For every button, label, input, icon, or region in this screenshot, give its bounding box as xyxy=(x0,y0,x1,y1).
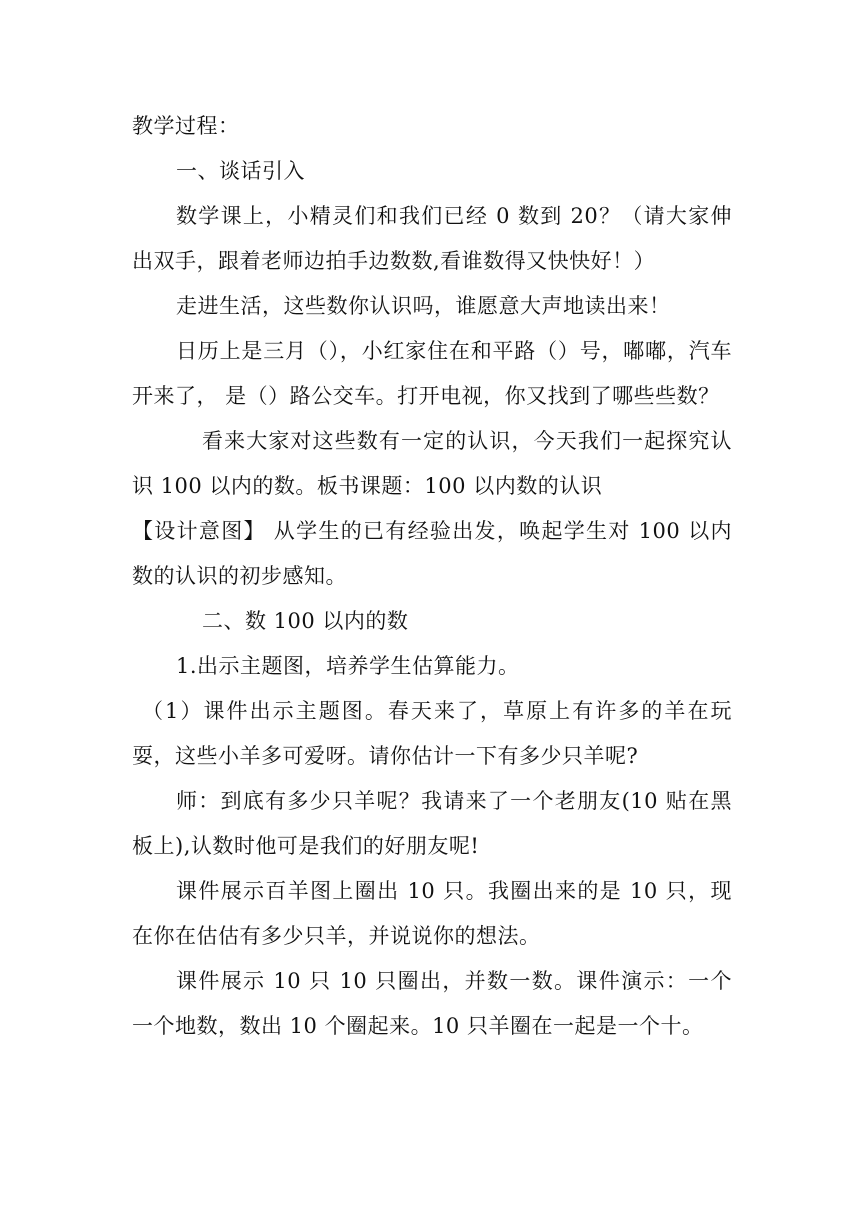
document-body xyxy=(132,104,732,1049)
heading: 教学过程： xyxy=(132,114,240,138)
paragraph-4: 看来大家对这些数有一定的认识，今天我们一起探究认识 100 以内的数。板书课题：100 以内数的认识 xyxy=(132,429,732,498)
section-title-1: 一、谈话引入 xyxy=(176,159,305,183)
paragraph-1: 数学课上，小精灵们和我们已经 0 数到 20？（请大家伸出双手，跟着老师边拍手边数数,看谁数得又快快好！） xyxy=(132,204,732,273)
paragraph-7: 课件展示百羊图上圈出 10 只。我圈出来的是 10 只，现在你在估估有多少只羊，并说说你的想法。 xyxy=(132,879,732,948)
paragraph-3: 日历上是三月（），小红家住在和平路（）号，嘟嘟，汽车开来了， 是（）路公交车。打开电视，你又找到了哪些些数？ xyxy=(132,339,732,408)
section-title-2: 二、数 100 以内的数 xyxy=(202,609,409,633)
list-item-1: 1.出示主题图，培养学生估算能力。 xyxy=(176,654,520,678)
paragraph-2: 走进生活，这些数你认识吗，谁愿意大声地读出来！ xyxy=(176,294,671,318)
design-intent-paragraph: 【设计意图】 从学生的已有经验出发，唤起学生对 100 以内数的认识的初步感知。 xyxy=(132,519,732,588)
paragraph-6: 师：到底有多少只羊呢？我请来了一个老朋友(10 贴在黑板上),认数时他可是我们的好朋友呢! xyxy=(132,789,732,858)
list-item-1-1: （1）课件出示主题图。春天来了，草原上有许多的羊在玩耍，这些小羊多可爱呀。请你估计一下有多少只羊呢? xyxy=(132,699,732,768)
paragraph-8: 课件展示 10 只 10 只圈出，并数一数。课件演示：一个一个地数，数出 10 个圈起来。10 只羊圈在一起是一个十。 xyxy=(132,969,732,1038)
